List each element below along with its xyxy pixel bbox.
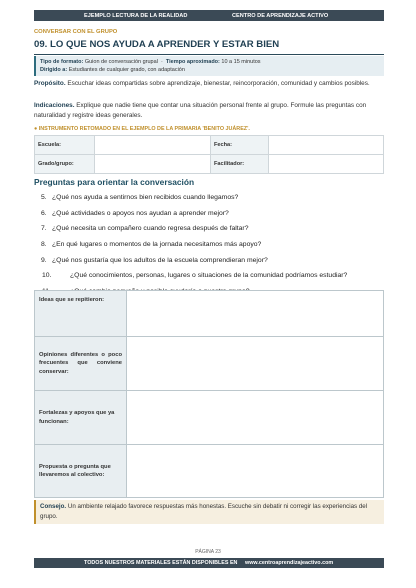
grade-label: Grado/grupo: bbox=[35, 155, 95, 174]
proposal-field[interactable] bbox=[127, 445, 384, 498]
purpose-text: Escuchar ideas compartidas sobre aprendizaje, bienestar, reincorporación, comunidad y cambios posibles. bbox=[67, 80, 370, 87]
format-type-label: Tipo de formato: bbox=[40, 59, 84, 65]
school-field[interactable] bbox=[95, 136, 211, 155]
format-audience-value: Estudiantes de cualquier grado, con adaptación bbox=[68, 67, 185, 74]
question-text: ¿Qué nos gustaría que los adultos de la escuela comprendieran mejor? bbox=[52, 256, 268, 264]
footer-bar bbox=[34, 558, 384, 568]
list-item bbox=[34, 237, 384, 253]
format-box bbox=[34, 56, 384, 76]
question-number: 9. bbox=[41, 256, 47, 264]
advice-text: Un ambiente relajado favorece respuestas más honestas. Escuche sin debatir ni corregir las experiencias del grupo. bbox=[40, 503, 368, 520]
question-number: 5. bbox=[41, 194, 47, 202]
list-item bbox=[34, 221, 384, 237]
instructions-label: Indicaciones. bbox=[34, 102, 75, 109]
purpose-label: Propósito. bbox=[34, 80, 66, 87]
date-field[interactable] bbox=[269, 136, 384, 155]
header-bar bbox=[34, 10, 384, 21]
footer-link[interactable]: www.centroaprendizajeactivo.com bbox=[245, 560, 334, 566]
notes-grid bbox=[34, 290, 384, 498]
header-left-text: EJEMPLO LECTURA DE LA REALIDAD bbox=[84, 12, 188, 19]
list-item bbox=[34, 190, 384, 206]
facilitator-label: Facilitador: bbox=[211, 155, 269, 174]
instructions-text: Explique que nadie tiene que contar una situación personal frente al grupo. Formule las preguntas con naturalidad y registre ideas generales. bbox=[34, 102, 367, 119]
school-label: Escuela: bbox=[35, 136, 95, 155]
proposal-label: Propuesta o pregunta que llevaremos al colectivo: bbox=[35, 445, 127, 498]
question-number: 8. bbox=[41, 241, 47, 249]
advice-label: Consejo. bbox=[40, 503, 67, 510]
different-opinions-label: Opiniones diferentes o poco frecuentes que conviene conservar: bbox=[35, 337, 127, 391]
grade-field[interactable] bbox=[95, 155, 211, 174]
instructions-paragraph bbox=[34, 101, 384, 121]
format-time-value: 10 a 15 minutos bbox=[221, 59, 261, 65]
questions-heading: Preguntas para orientar la conversación bbox=[34, 177, 195, 187]
list-item bbox=[34, 206, 384, 222]
question-text: ¿Qué conocimientos, personas, lugares o situaciones de la comunidad podríamos estudiar? bbox=[70, 272, 348, 280]
question-number: 6. bbox=[41, 209, 47, 217]
different-opinions-field[interactable] bbox=[127, 337, 384, 391]
repeated-ideas-field[interactable] bbox=[127, 291, 384, 337]
questions-list bbox=[34, 190, 384, 299]
info-table bbox=[34, 135, 384, 174]
format-type-value: Guion de conversación grupal bbox=[84, 59, 158, 65]
list-item bbox=[34, 268, 384, 284]
footer-left-text: TODOS NUESTROS MATERIALES ESTÁN DISPONIBLES EN bbox=[84, 560, 238, 566]
page-number: PÁGINA 23 bbox=[195, 549, 221, 555]
advice-box bbox=[34, 500, 384, 524]
header-right-text: CENTRO DE APRENDIZAJE ACTIVO bbox=[232, 12, 329, 19]
list-item bbox=[34, 252, 384, 268]
question-text: ¿Qué nos ayuda a sentirnos bien recibidos cuando llegamos? bbox=[52, 194, 239, 202]
question-text: ¿Qué necesita un compañero cuando regresa después de faltar? bbox=[52, 225, 249, 233]
question-text: ¿En qué lugares o momentos de la jornada necesitamos más apoyo? bbox=[52, 241, 262, 249]
question-number: 10. bbox=[42, 272, 52, 280]
facilitator-field[interactable] bbox=[269, 155, 384, 174]
section-label: CONVERSAR CON EL GRUPO bbox=[34, 29, 118, 35]
format-time-label: Tiempo aproximado: bbox=[165, 59, 220, 65]
format-audience-label: Dirigido a: bbox=[40, 67, 68, 74]
question-text: ¿Qué actividades o apoyos nos ayudan a aprender mejor? bbox=[52, 209, 229, 217]
purpose-paragraph bbox=[34, 79, 384, 89]
strengths-field[interactable] bbox=[127, 391, 384, 445]
strengths-label: Fortalezas y apoyos que ya funcionan: bbox=[35, 391, 127, 445]
repeated-ideas-label: Ideas que se repitieron: bbox=[35, 291, 127, 337]
instrument-note: ● INSTRUMENTO RETOMADO EN EL EJEMPLO DE LA PRIMARIA 'BENITO JUÁREZ'. bbox=[34, 126, 250, 132]
page-title: 09. LO QUE NOS AYUDA A APRENDER Y ESTAR BIEN bbox=[34, 39, 384, 55]
date-label: Fecha: bbox=[211, 136, 269, 155]
format-separator: · bbox=[160, 59, 163, 65]
question-number: 7. bbox=[41, 225, 47, 233]
